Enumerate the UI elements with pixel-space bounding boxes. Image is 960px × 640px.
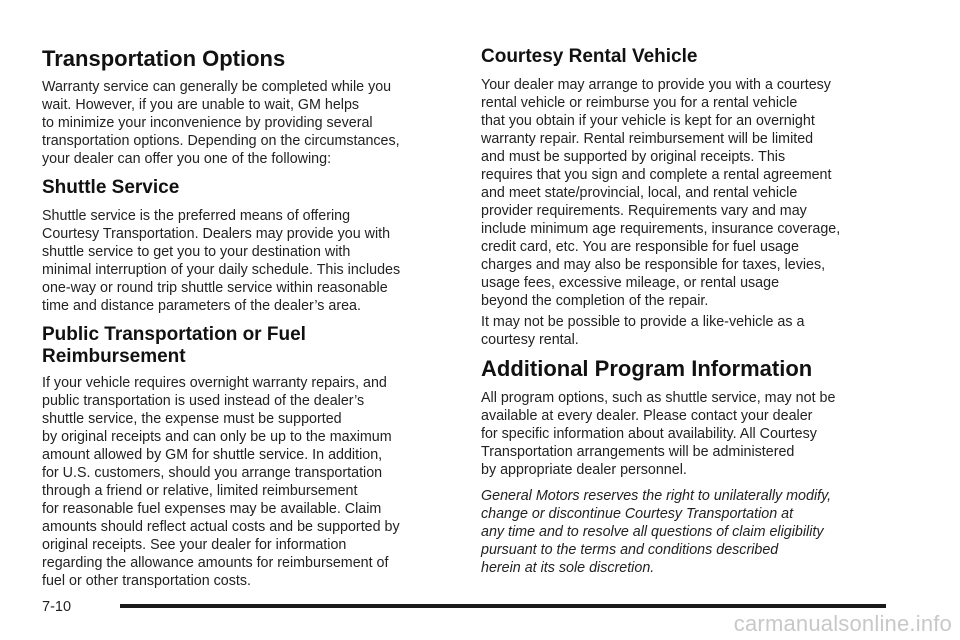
text-line: wait. However, if you are unable to wait, GM helps bbox=[42, 97, 360, 113]
heading-additional-program-information: Additional Program Information bbox=[481, 356, 813, 381]
text-line: through a friend or relative, limited reimbursement bbox=[42, 483, 358, 499]
text-line: for specific information about availability. All Courtesy bbox=[481, 426, 817, 442]
watermark: carmanualsonline.info bbox=[733, 611, 952, 636]
paragraph-courtesy-rental bbox=[481, 76, 840, 310]
paragraph-shuttle-service bbox=[42, 207, 400, 315]
text-line: one-way or round trip shuttle service within reasonable bbox=[42, 280, 388, 296]
text-line: pursuant to the terms and conditions described bbox=[481, 542, 779, 558]
text-line: requires that you sign and complete a rental agreement bbox=[481, 167, 832, 183]
text-line: shuttle service to get you to your destination with bbox=[42, 244, 351, 260]
text-line: It may not be possible to provide a like-vehicle as a bbox=[481, 314, 805, 330]
text-line: warranty repair. Rental reimbursement will be limited bbox=[481, 131, 814, 147]
heading-public-transportation-line2: Reimbursement bbox=[42, 346, 186, 367]
paragraph-additional-program bbox=[481, 389, 835, 479]
text-line: courtesy rental. bbox=[481, 332, 579, 348]
paragraph-public-transportation bbox=[42, 374, 400, 590]
footer-rule bbox=[120, 604, 886, 608]
text-line: change or discontinue Courtesy Transportation at bbox=[481, 506, 794, 522]
heading-public-transportation-line1: Public Transportation or Fuel bbox=[42, 324, 306, 345]
text-line: credit card, etc. You are responsible for fuel usage bbox=[481, 239, 799, 255]
text-line: include minimum age requirements, insurance coverage, bbox=[481, 221, 841, 237]
text-line: amounts should reflect actual costs and be supported by bbox=[42, 519, 400, 535]
text-line: General Motors reserves the right to unilaterally modify, bbox=[481, 488, 832, 504]
page-number: 7-10 bbox=[42, 599, 72, 615]
text-line: If your vehicle requires overnight warranty repairs, and bbox=[42, 375, 387, 391]
text-line: any time and to resolve all questions of claim eligibility bbox=[481, 524, 824, 540]
text-line: rental vehicle or reimburse you for a rental vehicle bbox=[481, 95, 798, 111]
text-line: for reasonable fuel expenses may be available. Claim bbox=[42, 501, 382, 517]
heading-courtesy-rental-vehicle: Courtesy Rental Vehicle bbox=[481, 46, 698, 67]
text-line: transportation options. Depending on the circumstances, bbox=[42, 133, 400, 149]
text-line: herein at its sole discretion. bbox=[481, 560, 655, 576]
paragraph-transportation-options bbox=[42, 78, 400, 168]
text-line: beyond the completion of the repair. bbox=[481, 293, 709, 309]
text-line: minimal interruption of your daily schedule. This includes bbox=[42, 262, 401, 278]
text-line: shuttle service, the expense must be supported bbox=[42, 411, 342, 427]
text-line: regarding the allowance amounts for reimbursement of bbox=[42, 555, 389, 571]
paragraph-like-vehicle bbox=[481, 313, 804, 349]
text-line: charges and may also be responsible for taxes, levies, bbox=[481, 257, 826, 273]
text-line: time and distance parameters of the dealer’s area. bbox=[42, 298, 361, 314]
paragraph-gm-disclaimer bbox=[481, 487, 831, 577]
text-line: by original receipts and can only be up to the maximum bbox=[42, 429, 392, 445]
text-line: Warranty service can generally be completed while you bbox=[42, 79, 392, 95]
text-line: to minimize your inconvenience by providing several bbox=[42, 115, 373, 131]
text-line: and meet state/provincial, local, and rental vehicle bbox=[481, 185, 798, 201]
text-line: Shuttle service is the preferred means of offering bbox=[42, 208, 351, 224]
text-line: usage fees, excessive mileage, or rental usage bbox=[481, 275, 780, 291]
text-line: that you obtain if your vehicle is kept for an overnight bbox=[481, 113, 815, 129]
text-line: for U.S. customers, should you arrange transportation bbox=[42, 465, 383, 481]
text-line: and must be supported by original receipts. This bbox=[481, 149, 786, 165]
text-line: All program options, such as shuttle service, may not be bbox=[481, 390, 836, 406]
text-line: fuel or other transportation costs. bbox=[42, 573, 252, 589]
heading-shuttle-service: Shuttle Service bbox=[42, 177, 180, 198]
text-line: your dealer can offer you one of the following: bbox=[42, 151, 332, 167]
text-line: amount allowed by GM for shuttle service. In addition, bbox=[42, 447, 383, 463]
text-line: original receipts. See your dealer for information bbox=[42, 537, 347, 553]
heading-transportation-options: Transportation Options bbox=[42, 46, 286, 71]
text-line: Courtesy Transportation. Dealers may provide you with bbox=[42, 226, 391, 242]
text-line: provider requirements. Requirements vary and may bbox=[481, 203, 807, 219]
text-line: Transportation arrangements will be administered bbox=[481, 444, 795, 460]
text-line: Your dealer may arrange to provide you with a courtesy bbox=[481, 77, 831, 93]
text-line: by appropriate dealer personnel. bbox=[481, 462, 687, 478]
text-line: public transportation is used instead of the dealer’s bbox=[42, 393, 365, 409]
text-line: available at every dealer. Please contact your dealer bbox=[481, 408, 813, 424]
